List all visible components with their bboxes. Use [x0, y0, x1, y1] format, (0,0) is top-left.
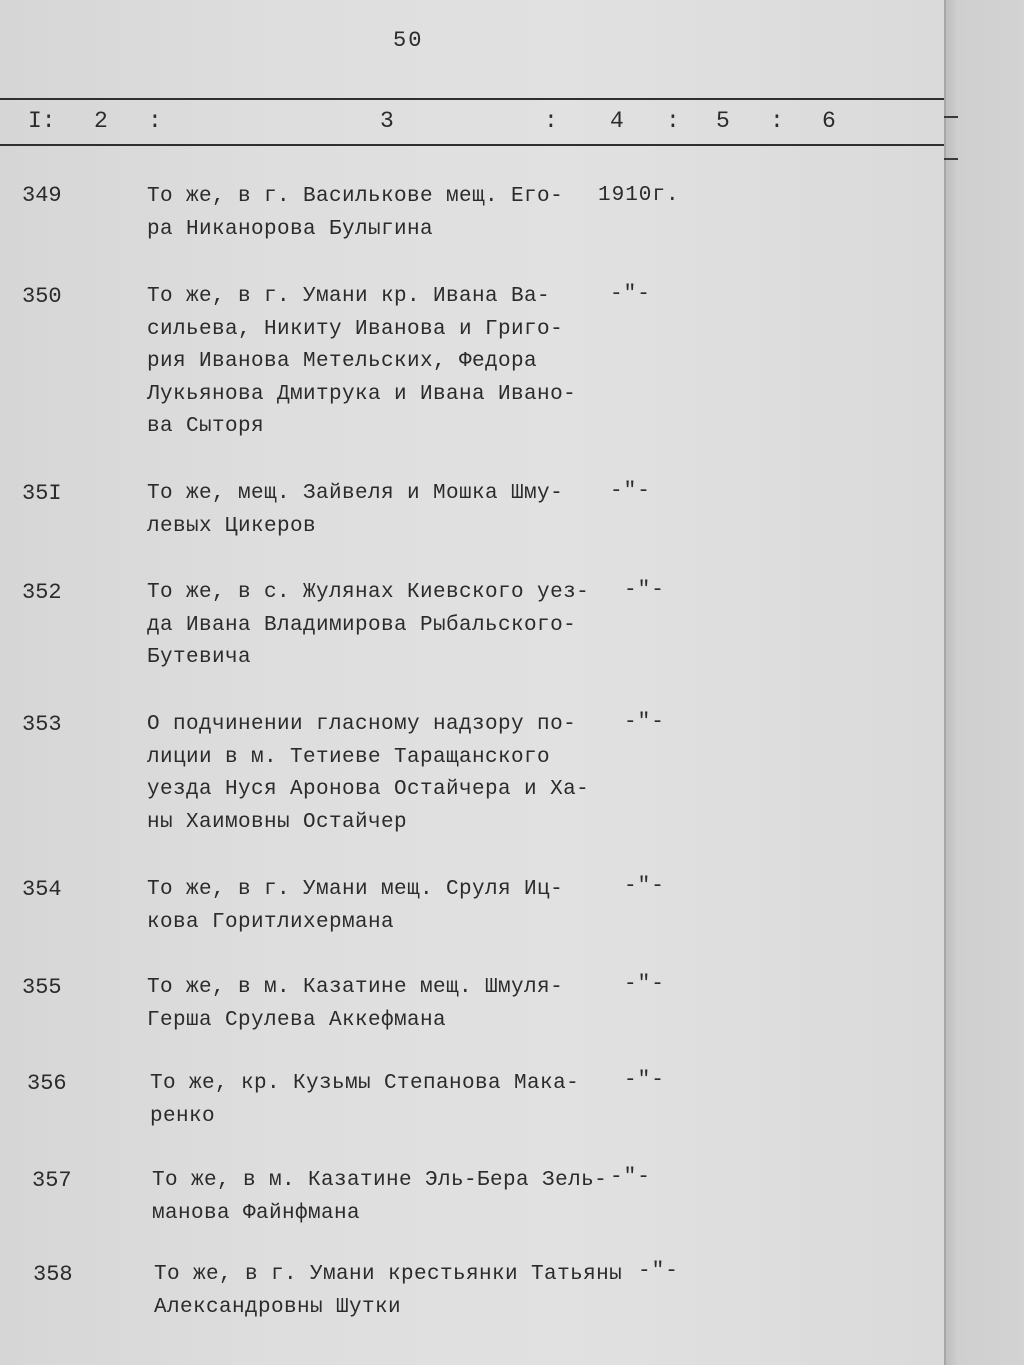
entry-line: левых Цикеров — [147, 514, 317, 538]
entry-number: 357 — [32, 1168, 72, 1193]
entry-line: То же, в с. Жулянах Киевского уез- — [147, 581, 590, 604]
column-header-4: 4 — [610, 108, 624, 134]
entry-date: -"- — [610, 283, 651, 306]
entry-description — [147, 181, 563, 246]
entry-line: То же, в м. Казатине мещ. Шмуля- — [147, 976, 564, 999]
entry-description — [150, 1068, 579, 1133]
entry-date: 1910г. — [598, 184, 680, 207]
entry-line: ра Никанорова Булыгина — [147, 217, 434, 241]
entry-date: -"- — [624, 875, 665, 898]
page-number: 50 — [393, 28, 424, 53]
entry-line: ны Хаимовны Остайчер — [147, 810, 408, 834]
entry-number: 356 — [27, 1071, 67, 1096]
entry-line: То же, в г. Умани кр. Ивана Ва- — [147, 285, 551, 308]
edge-rule-mark — [944, 116, 958, 118]
column-separator: : — [666, 108, 680, 134]
edge-rule-mark — [944, 158, 958, 160]
entry-line: То же, в г. Василькове мещ. Его- — [147, 185, 564, 208]
column-separator: : — [148, 108, 162, 134]
column-header-5: 5 — [716, 108, 730, 134]
entry-line: кова Горитлихермана — [147, 910, 395, 934]
entry-description — [147, 874, 563, 939]
header-rule-top — [0, 98, 944, 100]
entry-line: Лукьянова Дмитрука и Ивана Ивано- — [147, 382, 577, 406]
column-header-2: 2 — [94, 108, 108, 134]
entry-line: ва Сыторя — [147, 415, 265, 438]
entry-description — [154, 1259, 622, 1324]
entry-description — [152, 1165, 607, 1230]
entry-description — [147, 281, 576, 444]
column-header-6: 6 — [822, 108, 836, 134]
entry-line: рия Иванова Метельских, Федора — [147, 350, 538, 373]
entry-number: 35I — [22, 481, 62, 506]
entry-line: Бутевича — [147, 646, 252, 669]
entry-date: -"- — [624, 1069, 665, 1092]
entry-number: 349 — [22, 183, 62, 208]
entry-description — [147, 478, 563, 543]
underlying-page-edge — [944, 0, 1024, 1365]
entry-date: -"- — [624, 579, 665, 602]
header-rule-bottom — [0, 144, 944, 146]
entry-date: -"- — [638, 1260, 679, 1283]
entry-line: О подчинении гласному надзору по- — [147, 713, 577, 736]
column-header-1: I: — [28, 108, 56, 134]
entry-date: -"- — [610, 480, 651, 503]
entry-line: да Ивана Владимирова Рыбальского- — [147, 613, 577, 637]
entry-line: Александровны Шутки — [154, 1295, 402, 1319]
entry-line: То же, мещ. Зайвеля и Мошка Шму- — [147, 482, 564, 505]
entry-line: лиции в м. Тетиеве Таращанского — [147, 745, 551, 769]
entry-date: -"- — [610, 1166, 651, 1189]
entry-line: ренко — [150, 1104, 216, 1128]
column-separator: : — [544, 108, 558, 134]
entry-number: 352 — [22, 580, 62, 605]
column-separator: : — [770, 108, 784, 134]
entry-number: 358 — [33, 1262, 73, 1287]
entry-line: То же, в г. Умани крестьянки Татьяны — [154, 1263, 623, 1286]
entry-number: 354 — [22, 877, 62, 902]
entry-description — [147, 709, 589, 839]
entry-date: -"- — [624, 711, 665, 734]
entry-number: 353 — [22, 712, 62, 737]
entry-line: манова Файнфмана — [152, 1201, 361, 1225]
column-header-3: 3 — [380, 108, 394, 134]
entry-description — [147, 577, 589, 675]
entry-line: То же, в м. Казатине Эль-Бера Зель- — [152, 1169, 608, 1192]
entry-date: -"- — [624, 973, 665, 996]
entry-line: Герша Срулева Аккефмана — [147, 1008, 447, 1032]
entry-number: 355 — [22, 975, 62, 1000]
entry-description — [147, 972, 563, 1037]
entry-line: сильева, Никиту Иванова и Григо- — [147, 317, 564, 341]
entry-line: То же, кр. Кузьмы Степанова Мака- — [150, 1072, 580, 1095]
entry-number: 350 — [22, 284, 62, 309]
entry-line: уезда Нуся Аронова Остайчера и Ха- — [147, 778, 590, 801]
entry-line: То же, в г. Умани мещ. Сруля Иц- — [147, 878, 564, 901]
